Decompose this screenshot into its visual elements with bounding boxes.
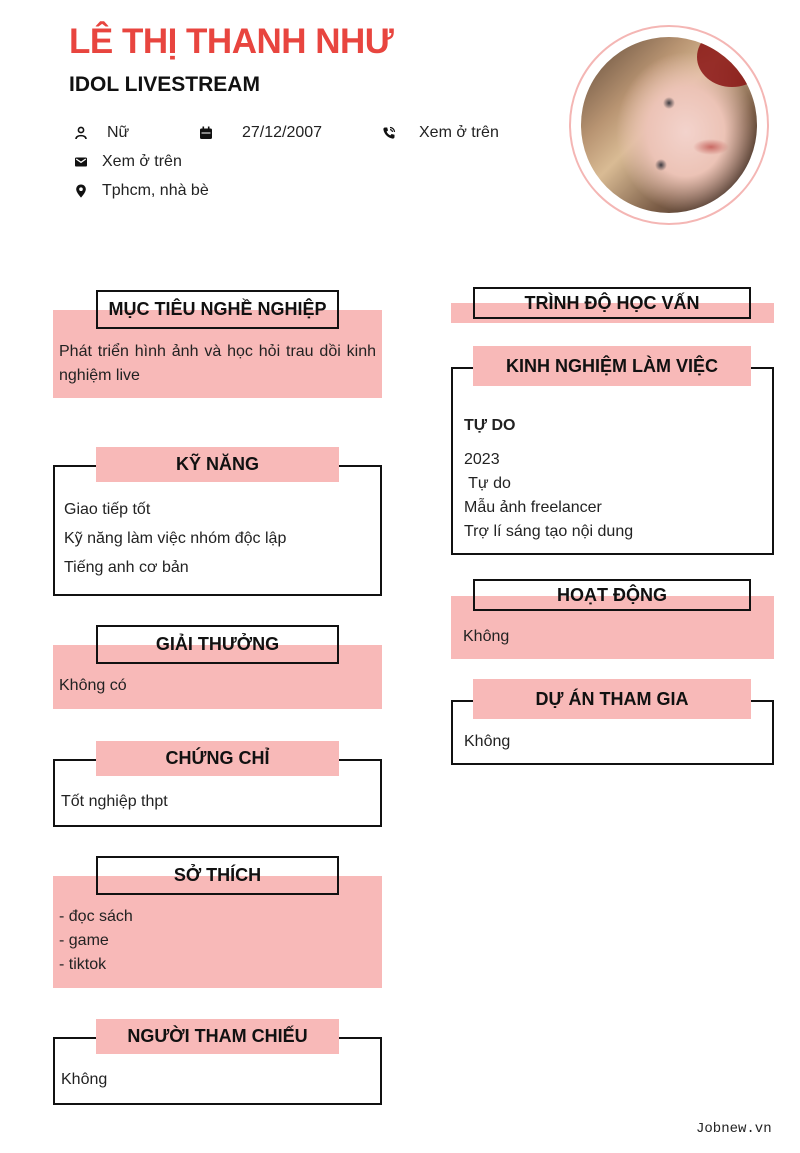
section-title: SỞ THÍCH [96,856,339,895]
calendar-icon [198,125,214,141]
phone-info [381,124,499,142]
hobby-item: - game [59,932,109,949]
section-certificates [53,741,382,827]
section-awards [53,625,382,709]
projects-text: Không [464,733,511,750]
skill-item: Tiếng anh cơ bản [64,559,189,576]
section-title: TRÌNH ĐỘ HỌC VẤN [473,287,751,319]
hobby-item: - đọc sách [59,908,133,925]
phone-value: Xem ở trên [419,124,499,141]
skills-list [64,495,286,582]
objective-text: Phát triển hình ảnh và học hỏi trau dồi kinh nghiệm live [59,343,376,384]
gender-value: Nữ [107,124,130,141]
hobbies-list [59,905,133,977]
section-title: KINH NGHIỆM LÀM VIỆC [473,346,751,386]
birthdate-value: 27/12/2007 [242,124,323,141]
section-title: MỤC TIÊU NGHỀ NGHIỆP [96,290,339,329]
section-activities [451,579,774,659]
section-title: CHỨNG CHỈ [96,741,339,776]
birthdate-info [198,124,322,142]
section-title: DỰ ÁN THAM GIA [473,679,751,719]
section-education [451,287,774,323]
section-skills [53,447,382,596]
section-career-objective [53,290,382,398]
experience-company: TỰ DO [464,417,516,434]
address-info [73,182,209,200]
gender-info [73,124,129,142]
job-title: IDOL LIVESTREAM [69,73,260,96]
awards-text: Không có [59,677,127,694]
address-value: Tphcm, nhà bè [102,182,209,199]
section-title: NGƯỜI THAM CHIẾU [96,1019,339,1054]
hobby-item: - tiktok [59,956,107,973]
certificates-text: Tốt nghiệp thpt [61,793,168,810]
section-hobbies [53,856,382,988]
references-text: Không [61,1071,108,1088]
skill-item: Kỹ năng làm việc nhóm độc lập [64,530,287,547]
avatar-frame [569,25,769,225]
section-projects [451,679,774,765]
skill-item: Giao tiếp tốt [64,501,151,518]
location-pin-icon [73,183,89,199]
candidate-name: LÊ THỊ THANH NHƯ [69,22,394,61]
activities-text: Không [463,628,510,645]
section-title: KỸ NĂNG [96,447,339,482]
section-references [53,1019,382,1105]
section-title: HOẠT ĐỘNG [473,579,751,611]
email-value: Xem ở trên [102,153,182,170]
experience-position: Tự do [464,475,511,492]
experience-year: 2023 [464,451,500,468]
person-icon [73,125,89,141]
section-title: GIẢI THƯỞNG [96,625,339,664]
section-work-experience [451,346,774,555]
experience-detail-item: Mẫu ảnh freelancer [464,499,602,516]
experience-details [464,448,633,544]
envelope-icon [73,154,89,170]
brand-watermark: Jobnew.vn [696,1121,772,1137]
experience-detail-item: Trợ lí sáng tạo nội dung [464,523,634,540]
email-info [73,153,182,171]
phone-icon [381,125,397,141]
avatar [581,37,757,213]
